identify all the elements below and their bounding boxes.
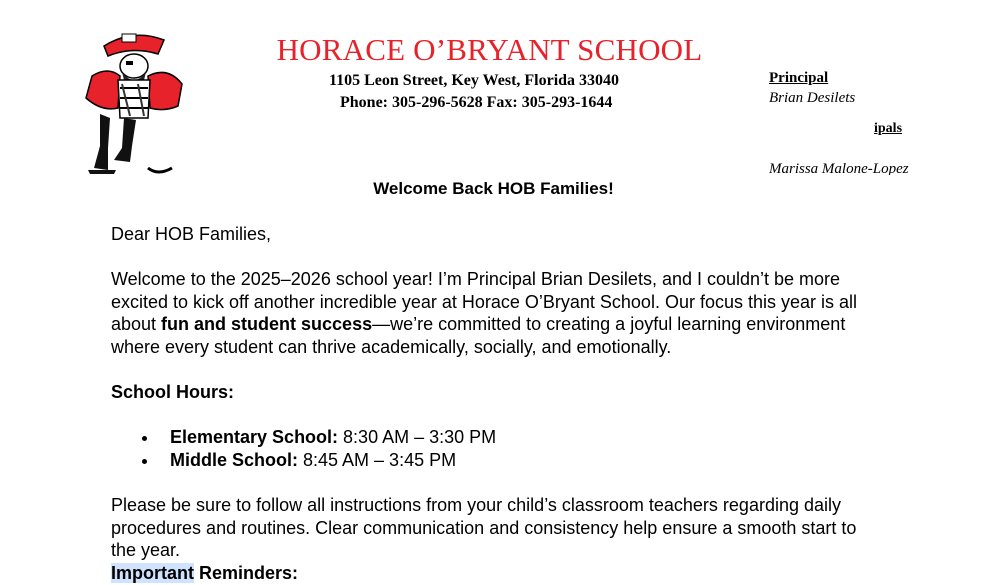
hours-label: Elementary School: <box>170 427 339 447</box>
list-item <box>111 449 496 472</box>
principal-title: Principal <box>769 70 829 86</box>
important-reminders-heading <box>111 562 881 585</box>
principal-name: Brian Desilets <box>769 90 856 106</box>
assistant-principals-title: ipals <box>874 121 903 136</box>
hours-time: 8:45 AM – 3:45 PM <box>298 449 457 470</box>
list-item <box>111 426 496 449</box>
school-hours-heading: School Hours: <box>111 382 235 402</box>
school-name: HORACE O’BRYANT SCHOOL <box>276 32 703 67</box>
school-hours-list <box>111 426 496 471</box>
salutation: Dear HOB Families, <box>111 224 272 244</box>
school-phone-fax: Phone: 305-296-5628 Fax: 305-293-1644 <box>340 94 613 111</box>
intro-text-1: Welcome to the 2025–2026 school year! I’m Principal Brian Desilets, and I couldn’t be more excited to kick off another incredible year at Horace O’Bryant School. Our focus this year is all about <box>111 269 858 335</box>
instructions-paragraph: Please be sure to follow all instructions from your child’s classroom teachers regarding daily procedures and routines. Clear communication and consistency help ensure a smooth start to the year. <box>111 495 857 561</box>
hours-time: 8:30 AM – 3:30 PM <box>338 427 497 447</box>
intro-paragraph <box>111 268 881 358</box>
intro-bold-text: fun and student success <box>161 314 373 335</box>
reminders-rest: Reminders: <box>194 563 299 583</box>
intro-text-2: —we’re committed to creating a joyful learning environment where every student can thrive academically, socially, and emotionally. <box>111 314 846 357</box>
highlighted-word: Important <box>111 563 194 583</box>
letter-heading: Welcome Back HOB Families! <box>373 179 614 198</box>
school-address: 1105 Leon Street, Key West, Florida 33040 <box>329 72 620 89</box>
hours-label: Middle School: <box>170 449 298 470</box>
assistant-principal-name: Marissa Malone-Lopez <box>769 161 909 175</box>
